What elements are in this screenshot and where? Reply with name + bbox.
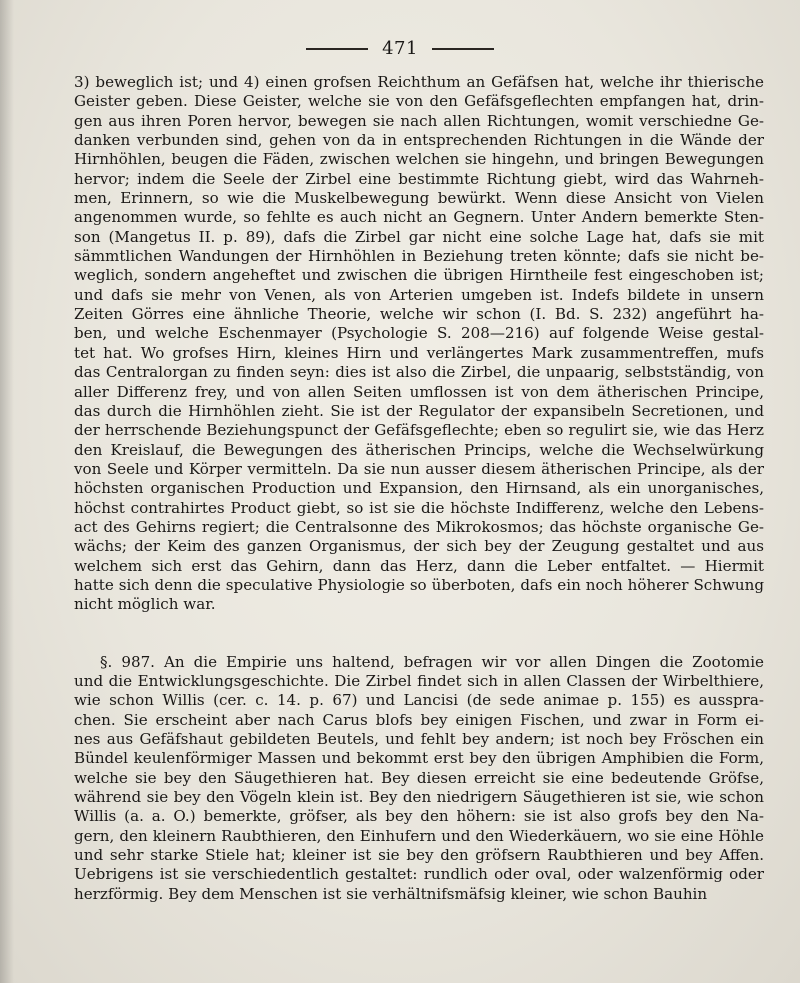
text-line: act des Gehirns regiert; die Centralsonne des Mikrokosmos; das höchste organische Ge- (74, 517, 764, 536)
text-line: 3) beweglich ist; und 4) einen grofsen Reichthum an Gefäfsen hat, welche ihr thierische (74, 73, 764, 91)
text-line: men, Erinnern, so wie die Muskelbewegung bewürkt. Wenn diese Ansicht von Vielen (74, 189, 764, 208)
body-text (74, 73, 764, 904)
binding-shadow (0, 0, 14, 983)
text-line: son (Mangetus II. p. 89), dafs die Zirbel gar nicht eine solche Lage hat, dafs sie mit (74, 227, 764, 246)
text-line: wächs; der Keim des ganzen Organismus, der sich bey der Zeugung gestaltet und aus (74, 537, 764, 556)
text-line: angenommen wurde, so fehlte es auch nicht an Gegnern. Unter Andern bemerkte Sten- (74, 208, 764, 227)
text-line: aller Differenz frey, und von allen Seiten umflossen ist von dem ätherischen Principe, (74, 382, 764, 401)
text-line: höchst contrahirtes Product giebt, so ist sie die höchste Indifferenz, welche den Lebens- (74, 498, 764, 517)
text-line: und sehr starke Stiele hat; kleiner ist sie bey den gröfsern Raubthieren und bey Affen. (74, 846, 764, 865)
text-line: weglich, sondern angeheftet und zwischen die übrigen Hirntheile fest eingeschoben ist; (74, 266, 764, 285)
text-line: Willis (a. a. O.) bemerkte, gröfser, als bey den höhern: sie ist also grofs bey den Na- (74, 807, 764, 826)
text-line: tet hat. Wo grofses Hirn, kleines Hirn und verlängertes Mark zusammentreffen, mufs (74, 343, 764, 362)
text-line: chen. Sie erscheint aber nach Carus blofs bey einigen Fischen, und zwar in Form ei- (74, 710, 764, 729)
text-line: den Kreislauf, die Bewegungen des ätherischen Princips, welche die Wechselwürkung (74, 440, 764, 459)
text-line: welche sie bey den Säugethieren hat. Bey diesen erreicht sie eine bedeutende Gröfse, (74, 768, 764, 787)
text-line: Zeiten Görres eine ähnliche Theorie, welche wir schon (I. Bd. S. 232) angeführt ha- (74, 305, 764, 324)
text-line: §. 987. An die Empirie uns haltend, befragen wir vor allen Dingen die Zootomie (100, 652, 764, 671)
text-line: von Seele und Körper vermitteln. Da sie nun ausser diesem ätherischen Principe, als der (74, 459, 764, 478)
page-header (0, 38, 800, 59)
paragraph-2 (74, 653, 764, 904)
text-line: hatte sich denn die speculative Physiologie so überboten, dafs ein noch höherer Schwung (74, 575, 764, 594)
text-line: sämmtlichen Wandungen der Hirnhöhlen in Beziehung treten könnte; dafs sie nicht be- (74, 247, 764, 266)
text-line: der herrschende Beziehungspunct der Gefäfsgeflechte; eben so regulirt sie, wie das Herz (74, 421, 764, 440)
text-line: das durch die Hirnhöhlen zieht. Sie ist der Regulator der expansibeln Secretionen, und (74, 401, 764, 420)
page-number: 471 (382, 38, 418, 59)
text-line: ben, und welche Eschenmayer (Psychologie S. 208—216) auf folgende Weise gestal- (74, 324, 764, 343)
paragraph-1 (74, 73, 764, 615)
text-line: Geister geben. Diese Geister, welche sie von den Gefäfsgeflechten empfangen hat, drin- (74, 92, 764, 111)
text-line: höchsten organischen Production und Expansion, den Hirnsand, als ein unorganisches, (74, 479, 764, 498)
text-line: und die Entwicklungsgeschichte. Die Zirbel findet sich in allen Classen der Wirbelthiere, (74, 671, 764, 690)
text-line: Bündel keulenförmiger Massen und bekommt erst bey den übrigen Amphibien die Form, (74, 749, 764, 768)
text-line: welchem sich erst das Gehirn, dann das Herz, dann die Leber entfaltet. — Hiermit (74, 556, 764, 575)
text-line: herzförmig. Bey dem Menschen ist sie verhältnifsmäfsig kleiner, wie schon Bauhin (74, 884, 708, 903)
header-rule-left (306, 48, 368, 50)
text-line: Hirnhöhlen, beugen die Fäden, zwischen welchen sie hingehn, und bringen Bewegungen (74, 150, 764, 169)
text-line: Uebrigens ist sie verschiedentlich gestaltet: rundlich oder oval, oder walzenförmig oder (74, 865, 764, 884)
header-rule-right (432, 48, 494, 50)
text-line: nicht möglich war. (74, 595, 216, 614)
text-line: danken verbunden sind, gehen von da in entsprechenden Richtungen in die Wände der (74, 131, 764, 150)
text-line: wie schon Willis (cer. c. 14. p. 67) und Lancisi (de sede animae p. 155) es aussprа- (74, 691, 764, 710)
text-line: und dafs sie mehr von Venen, als von Arterien umgeben ist. Indefs bildete in unsern (74, 285, 764, 304)
text-line: gen aus ihren Poren hervor, bewegen sie nach allen Richtungen, womit verschiedne Ge- (74, 111, 764, 130)
text-line: nes aus Gefäfshaut gebildeten Beutels, und fehlt bey andern; ist noch bey Fröschen ein (74, 730, 764, 748)
paragraph-gap (74, 615, 764, 653)
text-line: während sie bey den Vögeln klein ist. Bey den niedrigern Säugethieren ist sie, wie schon (74, 788, 764, 807)
text-line: gern, den kleinern Raubthieren, den Einhufern und den Wiederkäuern, wo sie eine Höhle (74, 826, 764, 845)
text-line: hervor; indem die Seele der Zirbel eine bestimmte Richtung giebt, wird das Wahrneh- (74, 169, 764, 188)
text-line: das Centralorgan zu finden seyn: dies ist also die Zirbel, die unpaarig, selbstständig, von (74, 363, 764, 382)
